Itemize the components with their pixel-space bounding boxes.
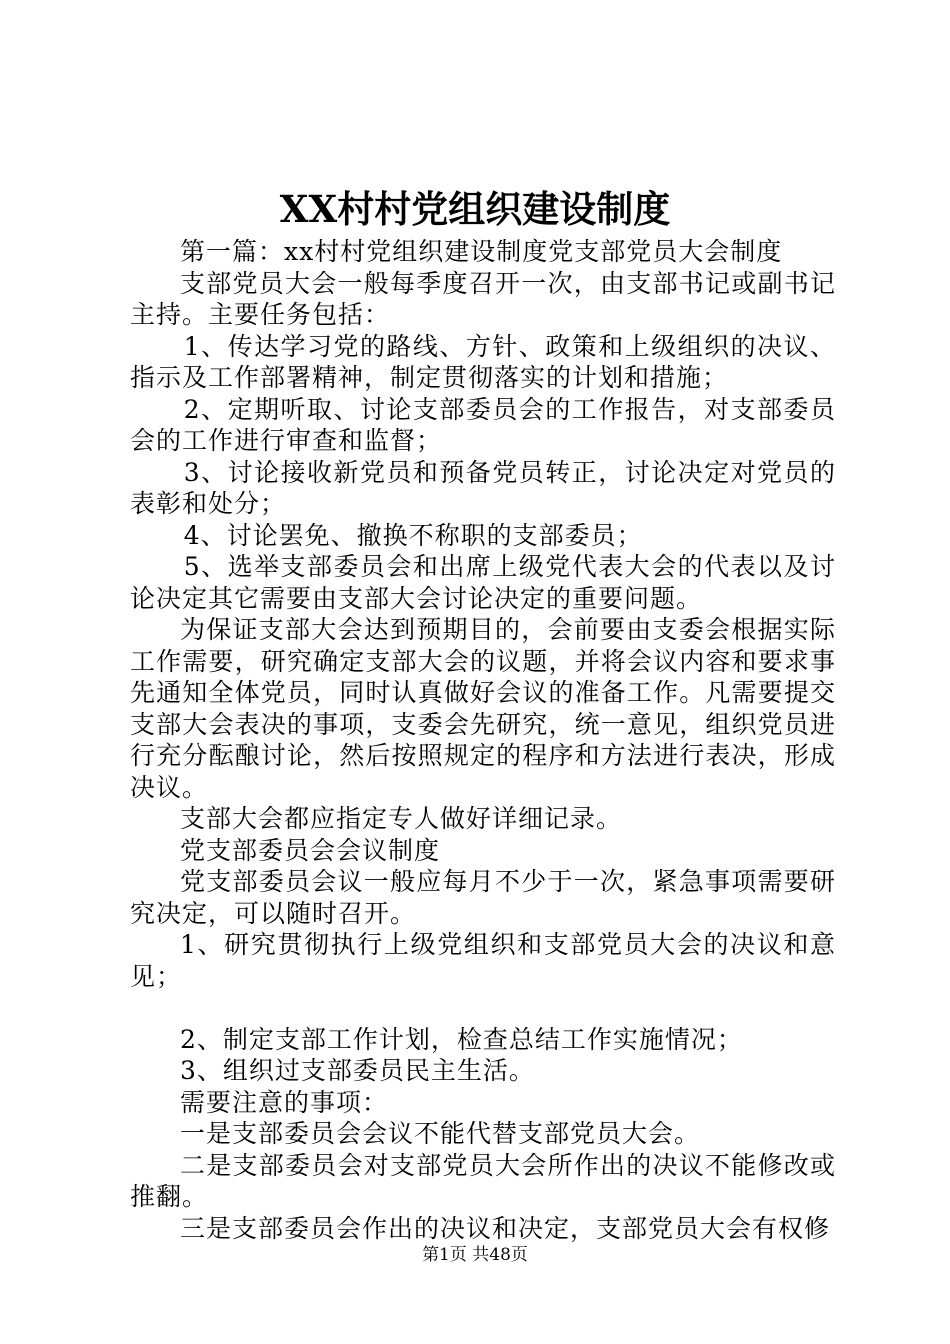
paragraph-task-4: 4、讨论罢免、撤换不称职的支部委员；: [183, 520, 643, 550]
paragraph-chapter-heading: 第一篇：xx村村党组织建设制度党支部党员大会制度: [180, 237, 783, 266]
paragraph-meeting-records: 支部大会都应指定专人做好详细记录。: [180, 804, 623, 833]
paragraph-note-1: 一是支部委员会会议不能代替支部党员大会。: [180, 1119, 701, 1148]
page-number-footer: 第1页 共48页: [422, 1245, 528, 1265]
paragraph-task-5: 5、选举支部委员会和出席上级党代表大会的代表以及讨论决定其它需要由支部大会讨论决定的重要问题。: [130, 552, 836, 613]
paragraph-notes-heading: 需要注意的事项：: [180, 1087, 389, 1117]
paragraph-note-2: 二是支部委员会对支部党员大会所作出的决议不能修改或推翻。: [130, 1150, 836, 1211]
paragraph-committee-heading: 党支部委员会会议制度: [180, 835, 441, 865]
paragraph-committee-item-3: 3、组织过支部委员民主生活。: [180, 1056, 535, 1085]
paragraph-task-3: 3、讨论接收新党员和预备党员转正，讨论决定对党员的表彰和处分；: [130, 457, 836, 518]
paragraph-meeting-preparation: 为保证支部大会达到预期目的，会前要由支委会根据实际工作需要，研究确定支部大会的议题，并将会议内容和要求事先通知全体党员，同时认真做好会议的准备工作。凡需要提交支部大会表决的事项，支委会先研究，统一意见，组织党员进行充分酝酿讨论，然后按照规定的程序和方法进行表决，形成决议。: [130, 615, 836, 802]
paragraph-committee-item-2: 2、制定支部工作计划，检查总结工作实施情况；: [180, 1024, 743, 1054]
paragraph-task-2: 2、定期听取、讨论支部委员会的工作报告，对支部委员会的工作进行审查和监督；: [130, 394, 836, 455]
paragraph-committee-item-1: 1、研究贯彻执行上级党组织和支部党员大会的决议和意见；: [130, 930, 836, 991]
document-title: XX村村党组织建设制度: [279, 187, 671, 231]
paragraph-note-3: 三是支部委员会作出的决议和决定，支部党员大会有权修: [180, 1213, 831, 1243]
paragraph-committee-frequency: 党支部委员会议一般应每月不少于一次，紧急事项需要研究决定，可以随时召开。: [130, 867, 836, 928]
paragraph-task-1: 1、传达学习党的路线、方针、政策和上级组织的决议、指示及工作部署精神，制定贯彻落实的计划和措施；: [130, 331, 836, 392]
document-body: [130, 236, 836, 1244]
paragraph-meeting-frequency: 支部党员大会一般每季度召开一次，由支部书记或副书记主持。主要任务包括：: [130, 268, 836, 329]
